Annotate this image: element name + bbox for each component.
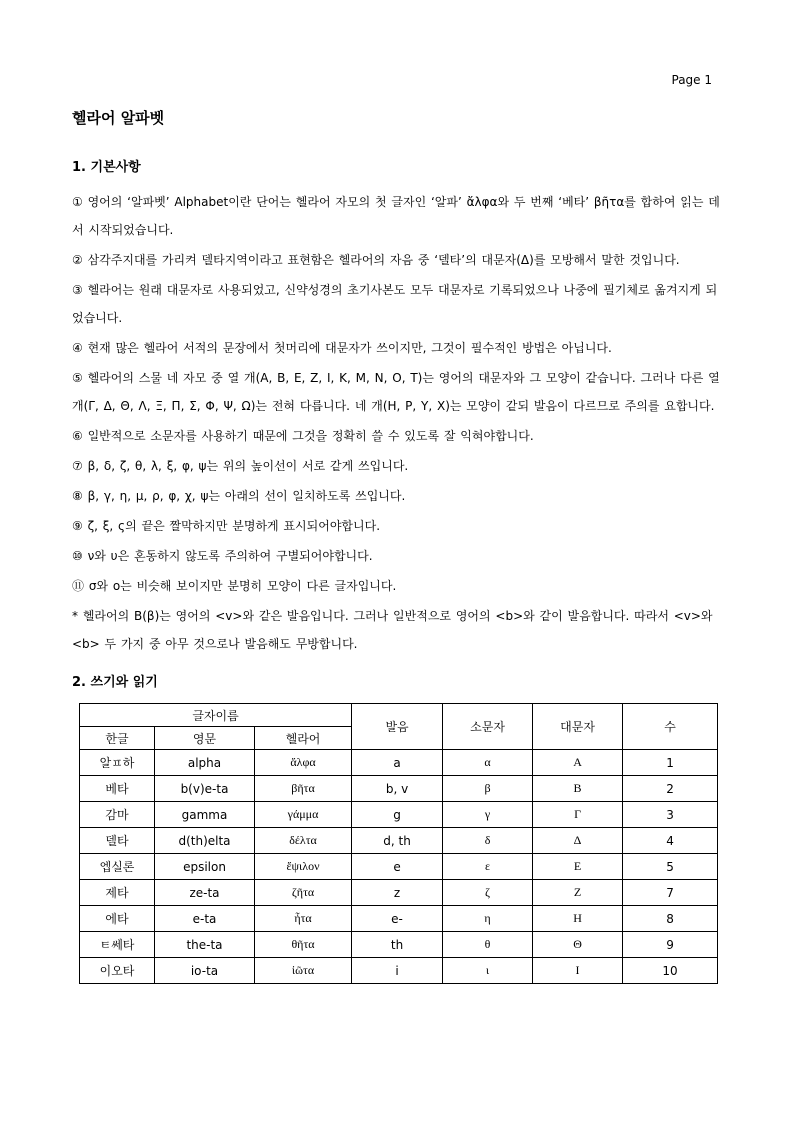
cell-number: 4 [623, 828, 718, 854]
cell-lowercase: γ [443, 802, 533, 828]
cell-hangul: 제타 [80, 880, 155, 906]
cell-greek-name: δέλτα [255, 828, 352, 854]
table-row-theta [80, 932, 718, 958]
cell-hangul: ㅌ쎄타 [80, 932, 155, 958]
cell-hangul: 에타 [80, 906, 155, 932]
cell-number: 8 [623, 906, 718, 932]
header-hangul: 한글 [80, 727, 155, 750]
cell-greek-name: θῆτα [255, 932, 352, 958]
cell-lowercase: β [443, 776, 533, 802]
cell-number: 1 [623, 750, 718, 776]
basics-item-3: ③ 헬라어는 원래 대문자로 사용되었고, 신약성경의 초기사본도 모두 대문자로 기록되었으나 나중에 필기체로 옮겨지게 되었습니다. [72, 283, 718, 325]
header-greek: 헬라어 [255, 727, 352, 750]
cell-english: e-ta [155, 906, 255, 932]
cell-greek-name: ἦτα [255, 906, 352, 932]
header-letter-name: 글자이름 [80, 704, 352, 727]
cell-lowercase: θ [443, 932, 533, 958]
table-row-epsilon [80, 854, 718, 880]
cell-number: 10 [623, 958, 718, 984]
cell-pronunciation: b, v [352, 776, 443, 802]
table-row-alpha [80, 750, 718, 776]
cell-greek-name: βῆτα [255, 776, 352, 802]
basics-item-10: ⑩ ν와 υ은 혼동하지 않도록 주의하여 구별되어야합니다. [72, 549, 373, 563]
cell-uppercase: Β [533, 776, 623, 802]
cell-uppercase: Η [533, 906, 623, 932]
document-title: 헬라어 알파벳 [72, 109, 165, 127]
cell-greek-name: ἰῶτα [255, 958, 352, 984]
cell-pronunciation: e- [352, 906, 443, 932]
cell-english: io-ta [155, 958, 255, 984]
cell-greek-name: ζῆτα [255, 880, 352, 906]
cell-english: b(v)e-ta [155, 776, 255, 802]
cell-lowercase: η [443, 906, 533, 932]
basics-item-7: ⑦ β, δ, ζ, θ, λ, ξ, φ, ψ는 위의 높이선이 서로 같게 쓰입니다. [72, 459, 409, 473]
basics-item-5: ⑤ 헬라어의 스물 네 자모 중 열 개(A, B, E, Z, I, K, M, N, O, T)는 영어의 대문자와 그 모양이 같습니다. 그러나 다른 열 개(Γ, Δ, Θ, Λ, Ξ, Π, Σ, Φ, Ψ, Ω)는 전혀 다릅니다. 네 개(Η, Ρ, Υ, Χ)는 모양이 같되 발음이 다르므로 주의를 요합니다. [72, 371, 720, 413]
cell-number: 9 [623, 932, 718, 958]
greek-alphabet-table [79, 703, 718, 984]
cell-english: the-ta [155, 932, 255, 958]
page-number: Page 1 [671, 73, 712, 87]
table-row-delta [80, 828, 718, 854]
cell-greek-name: ἄλφα [255, 750, 352, 776]
cell-hangul: 이오타 [80, 958, 155, 984]
header-english: 영문 [155, 727, 255, 750]
cell-number: 7 [623, 880, 718, 906]
cell-greek-name: ἔψιλον [255, 854, 352, 880]
document-content [72, 108, 724, 984]
cell-uppercase: Θ [533, 932, 623, 958]
cell-english: ze-ta [155, 880, 255, 906]
cell-english: epsilon [155, 854, 255, 880]
section-1-heading: 1. 기본사항 [72, 160, 141, 175]
cell-pronunciation: a [352, 750, 443, 776]
cell-number: 3 [623, 802, 718, 828]
cell-pronunciation: e [352, 854, 443, 880]
basics-item-8: ⑧ β, γ, η, μ, ρ, φ, χ, ψ는 아래의 선이 일치하도록 쓰입니다. [72, 489, 406, 503]
cell-hangul: 알ㅍ하 [80, 750, 155, 776]
header-pronunciation: 발음 [352, 704, 443, 750]
header-number: 수 [623, 704, 718, 750]
cell-english: gamma [155, 802, 255, 828]
cell-hangul: 감마 [80, 802, 155, 828]
cell-hangul: 엡실론 [80, 854, 155, 880]
cell-english: alpha [155, 750, 255, 776]
cell-lowercase: α [443, 750, 533, 776]
table-row-zeta [80, 880, 718, 906]
basics-item-11: ⑪ σ와 ο는 비슷해 보이지만 분명히 모양이 다른 글자입니다. [72, 579, 397, 593]
table-row-eta [80, 906, 718, 932]
basics-item-6: ⑥ 일반적으로 소문자를 사용하기 때문에 그것을 정확히 쓸 수 있도록 잘 익혀야합니다. [72, 429, 534, 443]
cell-hangul: 델타 [80, 828, 155, 854]
cell-hangul: 베타 [80, 776, 155, 802]
cell-pronunciation: d, th [352, 828, 443, 854]
cell-lowercase: ε [443, 854, 533, 880]
section-2-heading: 2. 쓰기와 읽기 [72, 675, 158, 690]
cell-pronunciation: th [352, 932, 443, 958]
beta-pronunciation-footnote: * 헬라어의 Β(β)는 영어의 <v>와 같은 발음입니다. 그러나 일반적으로 영어의 <b>와 같이 발음합니다. 따라서 <v>와 <b> 두 가지 중 아무 것으로나 발음해도 무방합니다. [72, 609, 713, 651]
cell-uppercase: Ζ [533, 880, 623, 906]
cell-uppercase: Α [533, 750, 623, 776]
cell-lowercase: δ [443, 828, 533, 854]
table-row-iota [80, 958, 718, 984]
cell-uppercase: Ε [533, 854, 623, 880]
cell-pronunciation: g [352, 802, 443, 828]
header-lowercase: 소문자 [443, 704, 533, 750]
cell-pronunciation: i [352, 958, 443, 984]
basics-item-1: ① 영어의 ‘알파벳’ Alphabet이란 단어는 헬라어 자모의 첫 글자인 ‘알파’ ἄλφα와 두 번째 ‘베타’ βῆτα를 합하여 읽는 데서 시작되었습니다. [72, 195, 720, 237]
cell-number: 5 [623, 854, 718, 880]
basics-item-4: ④ 현재 많은 헬라어 서적의 문장에서 첫머리에 대문자가 쓰이지만, 그것이 필수적인 방법은 아닙니다. [72, 341, 612, 355]
cell-number: 2 [623, 776, 718, 802]
cell-uppercase: Δ [533, 828, 623, 854]
table-row-beta [80, 776, 718, 802]
cell-lowercase: ζ [443, 880, 533, 906]
cell-greek-name: γάμμα [255, 802, 352, 828]
basics-item-9: ⑨ ζ, ξ, ς의 끝은 짤막하지만 분명하게 표시되어야합니다. [72, 519, 381, 533]
table-header-row-1 [80, 704, 718, 727]
cell-pronunciation: z [352, 880, 443, 906]
cell-uppercase: Γ [533, 802, 623, 828]
cell-english: d(th)elta [155, 828, 255, 854]
header-uppercase: 대문자 [533, 704, 623, 750]
table-row-gamma [80, 802, 718, 828]
cell-uppercase: Ι [533, 958, 623, 984]
basics-item-2: ② 삼각주지대를 가리켜 델타지역이라고 표현함은 헬라어의 자음 중 ‘델타’의 대문자(Δ)를 모방해서 말한 것입니다. [72, 253, 680, 267]
cell-lowercase: ι [443, 958, 533, 984]
